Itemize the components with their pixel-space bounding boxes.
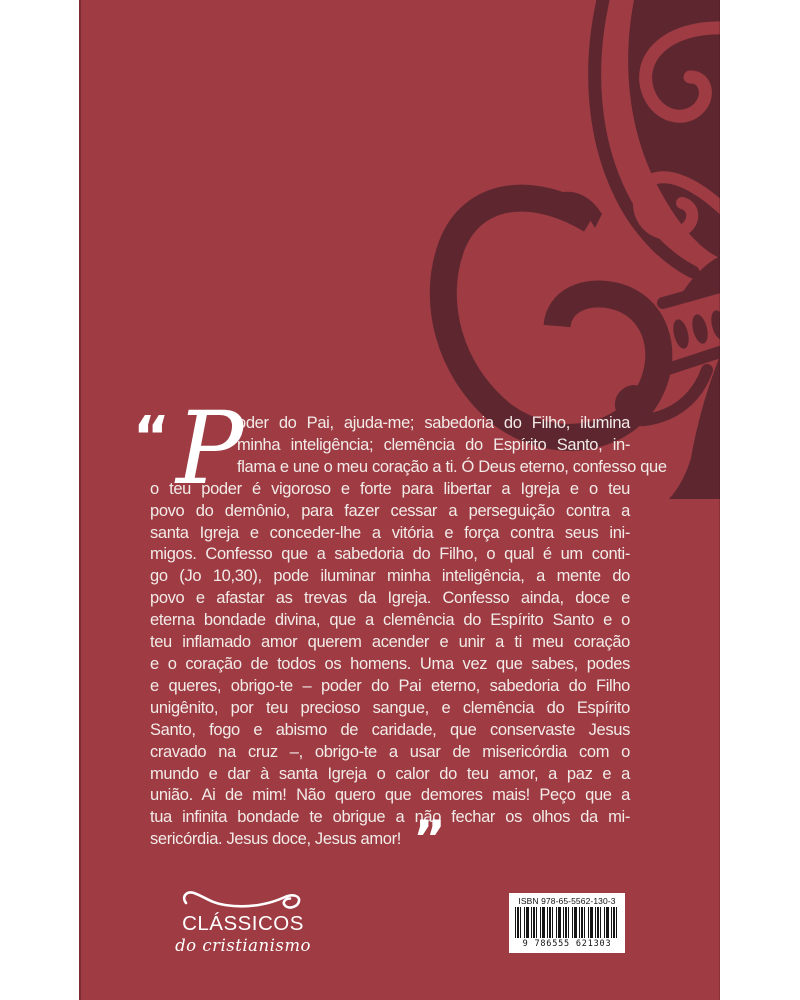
cover-right-shadow xyxy=(719,0,720,1000)
quote-line: povo e afastar as trevas da Igreja. Confesso ainda, doce e xyxy=(150,589,630,608)
quote-line: e queres, obrigo-te – poder do Pai eterno, sabedoria do Filho xyxy=(150,676,630,695)
quote-line: Santo, fogo e abismo de caridade, que conservaste Jesus xyxy=(150,720,630,739)
isbn-label: ISBN 978-65-5562-130-3 xyxy=(518,896,616,906)
quote-line: eterna bondade divina, que a clemência do Espírito Santo e o xyxy=(150,611,630,630)
publisher-name: CLÁSSICOS xyxy=(182,912,304,935)
publisher-tagline: do cristianismo xyxy=(175,935,311,955)
drop-cap-group xyxy=(133,390,243,507)
quote-line: migos. Confesso que a sabedoria do Filho, o qual é um conti- xyxy=(150,545,630,564)
publisher-logo xyxy=(175,888,311,955)
quote-line: mundo e dar à santa Igreja o calor do teu amor, a paz e a xyxy=(150,764,630,783)
quote-line: e o coração de todos os homens. Uma vez que sabes, podes xyxy=(150,654,630,673)
quote-line: flama e une o meu coração a ti. Ó Deus eterno, confesso que xyxy=(237,457,667,476)
quote-line: go (Jo 10,30), pode iluminar minha inteligência, a mente do xyxy=(150,567,630,586)
quote-line: cravado na cruz –, obrigo-te a usar de misericórdia com o xyxy=(150,742,630,761)
quote-line: oder do Pai, ajuda-me; sabedoria do Filho, ilumina xyxy=(237,414,630,432)
swash-flourish-icon xyxy=(179,888,307,912)
cover-spine-shadow xyxy=(79,0,81,1000)
opening-quote-mark: “ xyxy=(133,405,165,470)
quote-line: o teu poder é vigoroso e forte para libertar a Igreja e o teu xyxy=(150,479,630,498)
book-cover xyxy=(79,0,720,1000)
isbn-barcode xyxy=(509,893,625,953)
quote-line: povo do demônio, para fazer cessar a perseguição contra a xyxy=(150,501,630,520)
ean-barcode-icon xyxy=(515,907,619,938)
quote-line: minha inteligência; clemência do Espírito Santo, in- xyxy=(237,435,630,454)
quote-block xyxy=(133,390,667,869)
quote-line: unigênito, por teu precioso sangue, e clemência do Espírito xyxy=(150,698,630,717)
quote-line: santa Igreja e conceder-lhe a vitória e força contra seus ini- xyxy=(150,523,630,542)
drop-cap-letter: P xyxy=(176,390,243,507)
quote-line: união. Ai de mim! Não quero que demores mais! Peço que a xyxy=(150,786,630,805)
quote-line: teu inflamado amor querem acender e unir a ti meu coração xyxy=(150,633,630,652)
quote-line-text: sericórdia. Jesus doce, Jesus amor! xyxy=(150,830,401,849)
quote-line: sericórdia. Jesus doce, Jesus amor! ” xyxy=(150,810,441,869)
barcode-digits: 9 786555 621303 xyxy=(522,939,612,949)
quote-line: tua infinita bondade te obrigue a não fechar os olhos da mi- xyxy=(150,808,630,827)
